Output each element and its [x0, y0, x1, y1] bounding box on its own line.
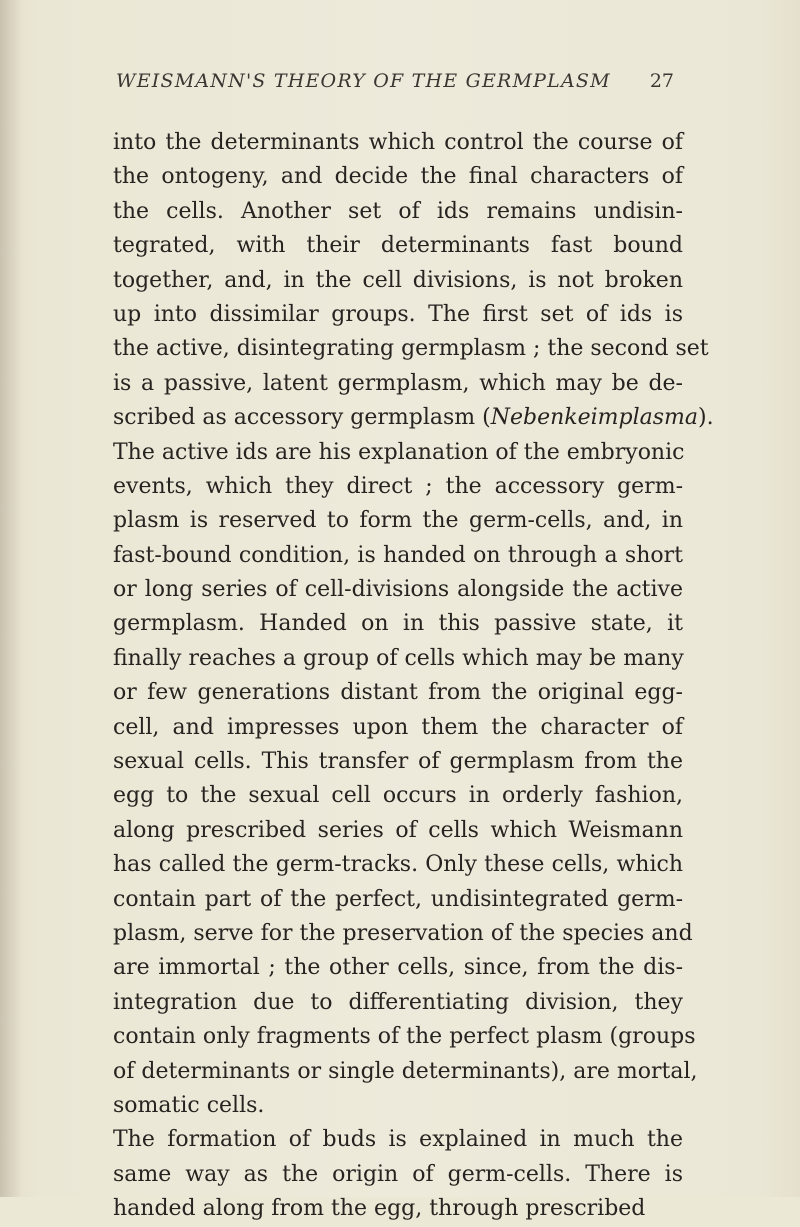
text-line: up into dissimilar groups. The first set of ids is — [113, 301, 683, 327]
text-line: into the determinants which control the course of — [113, 130, 683, 155]
text-line: handed along from the egg, through prescribed — [113, 1196, 646, 1222]
text-line-with-italic — [113, 401, 714, 435]
text-line: fast-bound condition, is handed on through a short — [113, 542, 683, 568]
text-line: same way as the origin of germ-cells. There is — [113, 1161, 683, 1187]
text-line: the ontogeny, and decide the final characters of — [113, 164, 683, 190]
text-line: the cells. Another set of ids remains undisin- — [113, 198, 683, 224]
text-line: integration due to differentiating division, they — [113, 989, 683, 1015]
text-line: or few generations distant from the original egg- — [113, 680, 683, 706]
text-line: germplasm. Handed on in this passive state, it — [113, 611, 683, 637]
text-line: along prescribed series of cells which Weismann — [113, 817, 683, 843]
text-line: egg to the sexual cell occurs in orderly fashion, — [113, 783, 683, 809]
text-line: together, and, in the cell divisions, is not broken — [113, 267, 683, 293]
text-line: has called the germ-tracks. Only these cells, which — [113, 852, 683, 878]
body-text — [113, 126, 714, 1227]
text-line: are immortal ; the other cells, since, from the dis- — [113, 955, 683, 981]
text-line: The formation of buds is explained in much the — [113, 1127, 683, 1153]
text-line: The active ids are his explanation of the embryonic — [113, 439, 685, 465]
italic-term: Nebenkeimplasma — [490, 405, 699, 431]
text-line: finally reaches a group of cells which may be many — [113, 645, 684, 671]
text-line: of determinants or single determinants), are mortal, — [113, 1058, 698, 1084]
text-line: contain part of the perfect, undisintegrated germ- — [113, 886, 683, 912]
text-segment: scribed as accessory germplasm ( — [113, 405, 491, 431]
text-line: is a passive, latent germplasm, which may be de- — [113, 370, 683, 396]
running-title: WEISMANN'S THEORY OF THE GERMPLASM — [116, 70, 611, 92]
text-line: somatic cells. — [113, 1092, 265, 1118]
text-line: sexual cells. This transfer of germplasm from the — [113, 749, 683, 775]
page-number: 27 — [649, 70, 674, 92]
text-line: plasm is reserved to form the germ-cells, and, in — [113, 508, 683, 534]
text-line: events, which they direct ; the accessory germ- — [113, 473, 683, 499]
text-line: or long series of cell-divisions alongside the active — [113, 577, 683, 603]
text-line: the active, disintegrating germplasm ; the second set — [113, 336, 709, 362]
text-line: contain only fragments of the perfect plasm (groups — [113, 1024, 696, 1050]
running-head — [110, 70, 700, 100]
gutter-shadow — [0, 0, 22, 1197]
text-line: plasm, serve for the preservation of the species and — [113, 920, 693, 946]
text-line: cell, and impresses upon them the character of — [113, 714, 683, 740]
text-line: tegrated, with their determinants fast bound — [113, 233, 683, 259]
text-segment: ). — [698, 405, 714, 431]
